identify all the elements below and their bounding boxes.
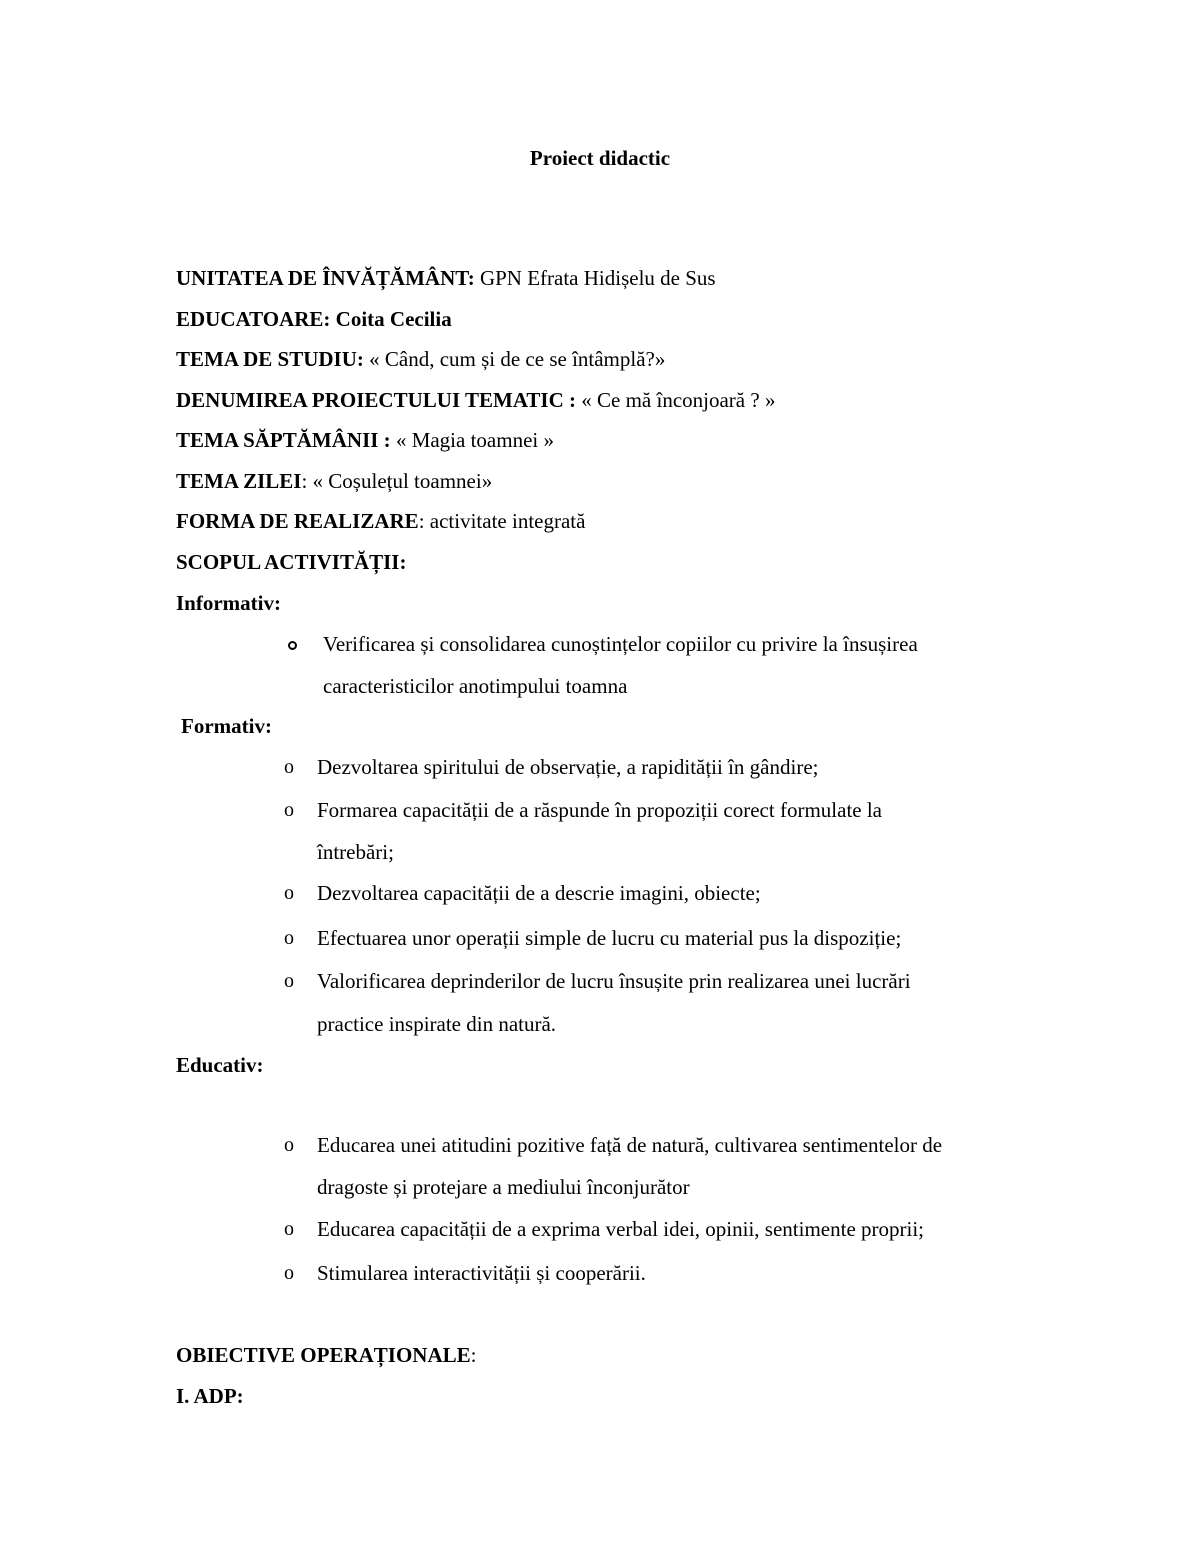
field-value: Coita Cecilia: [330, 307, 452, 331]
field-forma-realizare: [176, 511, 585, 532]
field-label: UNITATEA DE ÎNVĂȚĂMÂNT:: [176, 266, 475, 290]
page-title: Proiect didactic: [529, 146, 671, 170]
objectives-heading-text: OBIECTIVE OPERAȚIONALE: [176, 1343, 471, 1367]
field-unitatea: [176, 268, 716, 289]
scope-heading: SCOPUL ACTIVITĂȚII:: [176, 550, 407, 574]
objectives-heading-colon: :: [470, 1343, 477, 1367]
bullet-icon: o: [284, 1262, 294, 1284]
bullet-icon: o: [284, 756, 294, 778]
informativ-heading: Informativ:: [176, 591, 281, 615]
bullet-icon: o: [284, 882, 294, 904]
list-item-continuation: practice inspirate din natură.: [317, 1012, 557, 1036]
bullet-icon: o: [284, 1134, 294, 1156]
list-item: Dezvoltarea capacității de a descrie imagini, obiecte;: [317, 881, 761, 905]
field-tema-studiu: [176, 349, 665, 370]
field-value: « Magia toamnei »: [390, 428, 554, 452]
list-item: Educarea unei atitudini pozitive față de natură, cultivarea sentimentelor de: [317, 1133, 943, 1157]
list-item: Verificarea și consolidarea cunoștințelor copiilor cu privire la însușirea: [323, 632, 918, 656]
field-label: EDUCATOARE:: [176, 307, 331, 331]
field-label: DENUMIREA PROIECTULUI TEMATIC :: [176, 388, 577, 412]
field-label: TEMA DE STUDIU:: [176, 347, 364, 371]
objectives-heading: [176, 1345, 477, 1366]
educativ-heading: Educativ:: [176, 1053, 264, 1077]
field-proiect-tematic: [176, 390, 775, 411]
list-item: Efectuarea unor operații simple de lucru cu material pus la dispoziție;: [317, 926, 902, 950]
field-tema-zilei: [176, 471, 492, 492]
field-tema-saptamanii: [176, 430, 554, 451]
field-label: FORMA DE REALIZARE: [176, 509, 419, 533]
field-value: « Ce mă înconjoară ? »: [576, 388, 776, 412]
field-educatoare: [176, 309, 452, 330]
list-item: Educarea capacității de a exprima verbal idei, opinii, sentimente proprii;: [317, 1217, 925, 1241]
list-item-continuation: dragoste și protejare a mediului înconjurător: [317, 1175, 690, 1199]
field-value: GPN Efrata Hidișelu de Sus: [474, 266, 716, 290]
list-item-continuation: întrebări;: [317, 840, 394, 864]
section-adp-heading: I. ADP:: [176, 1384, 244, 1408]
field-value: « Când, cum și de ce se întâmplă?»: [363, 347, 666, 371]
bullet-icon: o: [284, 970, 294, 992]
list-item-continuation: caracteristicilor anotimpului toamna: [323, 674, 628, 698]
formativ-heading: Formativ:: [181, 714, 272, 738]
list-item: Formarea capacității de a răspunde în propoziții corect formulate la: [317, 798, 883, 822]
list-item: Stimularea interactivității și cooperării.: [317, 1261, 646, 1285]
field-label: TEMA SĂPTĂMÂNII :: [176, 428, 391, 452]
bullet-icon: o: [284, 1218, 294, 1240]
list-item: Valorificarea deprinderilor de lucru însușite prin realizarea unei lucrări: [317, 969, 911, 993]
bullet-icon: [288, 641, 297, 650]
bullet-icon: o: [284, 799, 294, 821]
list-item: Dezvoltarea spiritului de observație, a rapidității în gândire;: [317, 755, 819, 779]
field-value: : « Coșulețul toamnei»: [301, 469, 493, 493]
bullet-icon: o: [284, 927, 294, 949]
field-value: : activitate integrată: [418, 509, 586, 533]
field-label: TEMA ZILEI: [176, 469, 302, 493]
